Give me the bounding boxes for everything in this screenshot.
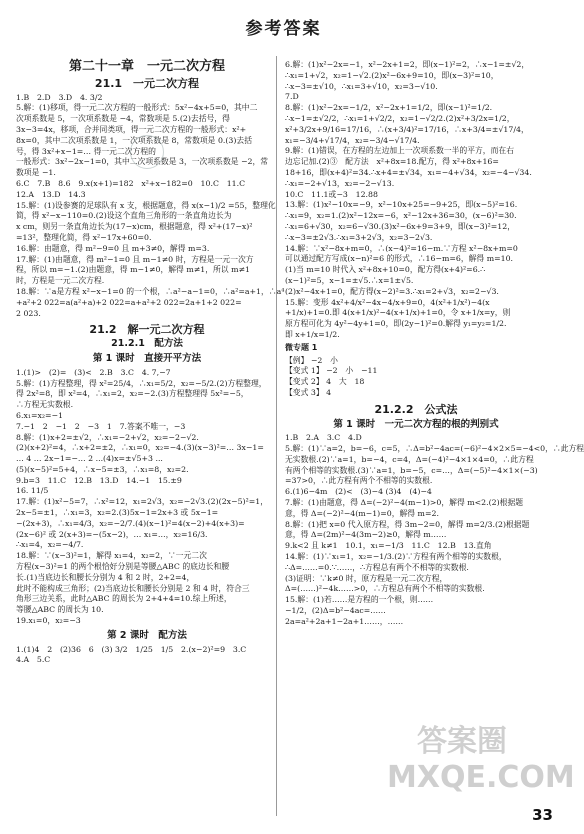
- answer-line: 2 023.: [16, 308, 41, 318]
- answer-line: 数项是 −1.: [16, 168, 56, 178]
- answer-line: ∴方程无实数根.: [16, 400, 74, 410]
- answer-line: 15.解：(1)设参赛的足球队有 x 支，根据题意，得 x(x−1)/2 =55，整理化: [16, 200, 276, 210]
- answer-line: 8x=0，其中二次项系数是 1，一次项系数是 8，常数项是 0.(3)去括: [16, 135, 253, 145]
- answer-line: x₁=−3/4+√17/4，x₂=−3/4−√17/4.: [285, 135, 420, 145]
- answer-line: ∴Δ=……=0.∵……，∴方程总有两个不相等的实数根.: [285, 562, 469, 572]
- page-number: 33: [532, 806, 553, 824]
- answer-line: 次项系数是 5，一次项系数是 −4，常数项是 5.(2)去括号，得: [16, 114, 230, 124]
- answer-line: 1.(1)> (2)= (3)< 2.B 3.C 4. 7,−7: [16, 367, 171, 377]
- answer-line: 长.(1)当底边长和腰长分别为 4 和 2 时，2+2=4，: [16, 572, 195, 582]
- answer-line: ∴x−3=±√10，∴x₁=3+√10，x₂=3−√10.: [285, 81, 438, 91]
- answer-line: (1)当 m=10 时代入 x²+8x+10=0，配方得(x+4)²=6.∴: [285, 265, 486, 275]
- answer-line: 9.k<2 且 k≠1 10.1，x₁=−1/3 11.C 12.B 13.直角: [285, 541, 492, 551]
- answer-line: ∴x−3=±2√3.∴x₁=3+2√3，x₂=3−2√3.: [285, 232, 433, 242]
- answer-line: 14.解：∵x²−8x+m=0，∴(x−4)²=16−m.∵方程 x²−8x+m=0: [285, 243, 518, 253]
- subsection-heading-21-2-2: 21.2.2 公式法: [374, 402, 458, 416]
- answer-line: 5.解：(1)∵a=2，b=−6，c=5，∴Δ=b²−4ac=(−6)²−4×2×5=−4<0，∴此方程: [285, 444, 584, 454]
- answer-line: 9.b=3 11.C 12.B 13.D 14.−1 15.±9: [16, 475, 182, 485]
- answer-line: 5.解：(1)方程整理，得 x²=25/4，∴x₁=5/2，x₂=−5/2.(2)方程整理，: [16, 378, 267, 388]
- answer-line: 9.解：(1)错误，在方程的左边加上一次项系数一半的平方，而在右: [285, 146, 514, 156]
- answer-line: 8.解：(1)x²−2x=−1/2，x²−2x+1=1/2，即(x−1)²=1/2.: [285, 103, 493, 113]
- mini-topic-heading: 微专题 1: [285, 342, 318, 352]
- answer-line: 18+16，即(x+4)²=34.∴x+4=±√34，x₁=−4+√34，x₂=−4−√34.: [285, 167, 532, 177]
- answer-line: (2)x²−4x+1=0，配方得(x−2)²=3.∴x₁=2+√3，x₂=2−√3.: [285, 286, 499, 296]
- answer-line: 方程(x−3)²=1 的两个根恰好分别是等腰△ABC 的底边长和腰: [16, 562, 230, 572]
- section-heading-21-1: 21.1 一元二次方程: [94, 76, 200, 90]
- answer-line: +1/x)+1=0.即 4(x+1/x)²−4(x+1/x)+1=0，令 x+1/x=y，则: [285, 308, 511, 318]
- answer-line: 2x−5=±1，∴x₁=3，x₂=2.(3)5x−1=2x+3 或 5x−1=: [16, 508, 219, 518]
- chapter-heading: 第二十一章 一元二次方程: [68, 59, 225, 74]
- lesson-2-answers: [16, 645, 278, 667]
- answer-line: 角形三边关系，此时△ABC 的周长为 2+4+4=10.综上所述，: [16, 594, 232, 604]
- answer-line: 此时不能构成三角形；(2)当底边长和腰长分别是 2 和 4 时，符合三: [16, 583, 250, 593]
- answer-line: 17.解：(1)由题意，得 m²−1=0 且 m−1≠0 时，方程是一元一次方: [16, 254, 254, 264]
- lesson-heading-2: 第 2 课时 配方法: [107, 629, 187, 641]
- answer-line: (3)证明：∵k≠0 时，原方程是一元二次方程，: [285, 573, 448, 583]
- answer-line: 13.解：(1)x²−10x=−9，x²−10x+25=−9+25，即(x−5)²=16.: [285, 200, 518, 210]
- answer-line: 1.B 2.A 3.C 4.D: [285, 433, 362, 443]
- answer-line: 得 2x²=8，即 x²=4，∴x₁=2，x₂=−2.(3)方程整理得 5x²=−5，: [16, 389, 249, 399]
- answer-line: 简，得 x²−x−110=0.(2)设这个直角三角形的一条直角边长为: [16, 211, 232, 221]
- answer-line: 7.D: [285, 92, 299, 102]
- answer-line: Δ=(……)²−4k……>0，∴方程总有两个不相等的实数根.: [285, 584, 485, 594]
- answer-line: 15.解：变形 4x²+4/x²−4x−4/x+9=0，4(x²+1/x²)−4(x: [285, 297, 490, 307]
- answer-line: 6.(1)6−4m (2)< (3)−4 (3)4 (4)−4: [285, 487, 432, 497]
- answer-line: 18.解：∵(x−3)²=1，解得 x₁=4，x₂=2，∵一元二次: [16, 551, 207, 561]
- watermark-logo: 答案圈 MXQE.COM: [387, 724, 575, 795]
- lesson-heading-3: 第 1 课时 一元二次方程的根的判别式: [333, 418, 499, 430]
- answer-line: 16.解：由题意，得 m²−9=0 且 m+3≠0，解得 m=3.: [16, 243, 210, 253]
- answer-line: 8.解：(1)把 x=0 代入原方程，得 3m−2=0，解得 m=2/3.(2)根据题: [285, 519, 530, 529]
- answer-line: 3x−3=4x，移项，合并同类项，得一元二次方程的一般形式：x²+: [16, 124, 247, 134]
- answer-line: 意，得 Δ=(−2)²−4(m−1)=0，解得 m=2.: [285, 508, 439, 518]
- answer-line: 可以通过配方写成(x−n)²=6 的形式，∴16−m=6，解得 m=10.: [285, 254, 514, 264]
- answer-line: 6.x₁=x₂=−1: [16, 410, 64, 420]
- answer-line: 15.解：(1)若……是方程的一个根，则……: [285, 595, 434, 605]
- answer-line: (2)(x+2)²=4，∴x+2=±2，∴x₁=0，x₂=−4.(3)(x−3)²=… 3x−1=: [16, 443, 264, 453]
- answer-line: 无实数根.(2)∵a=1，b=−4，c=4，Δ=(−4)²−4×1×4=0，∴此方程: [285, 454, 534, 464]
- answer-line: 号，得 3x²+x−1=… 得一元二次方程的: [16, 146, 156, 156]
- answer-line: ∴x₁=6+√30，x₂=6−√30.(3)x²−6x+9=3+9，即(x−3)²=12，: [285, 221, 515, 231]
- answer-line: 边忘记加.(2)③ 配方法 x²+8x=18.配方，得 x²+8x+16=: [285, 157, 499, 167]
- answer-line: 7.−1 2 −1 2 −3 1 7.答案不唯一，−3: [16, 421, 186, 431]
- answer-line: +a²+2 022=a(a²+a)+2 022=a+a²+2 022=2a+1+2 022=: [16, 297, 242, 307]
- answer-line: x²+3/2x+9/16=17/16，∴(x+3/4)²=17/16，∴x+3/4=±√17/4，: [285, 124, 529, 134]
- lesson-heading-1: 第 1 课时 直接开平方法: [92, 352, 202, 364]
- answer-line: 原方程可化为 4y²−4y+1=0，即(2y−1)²=0.解得 y₁=y₂=1/2.: [285, 319, 507, 329]
- answer-line: =37>0，∴此方程有两个不相等的实数根.: [285, 476, 433, 486]
- answer-line: 7.解：(1)由题意，得 Δ=(−2)²−4(m−1)>0，解得 m<2.(2)根据题: [285, 498, 524, 508]
- answer-line: (5)(x−5)²=5+4，∴x−5=±3，∴x₁=8，x₂=2.: [16, 464, 189, 474]
- answer-line: 6.C 7.B 8.6 9.x(x+1)=182 x²+x−182=0 10.C 11.C: [16, 178, 246, 188]
- mini-topic-answers: [285, 356, 547, 399]
- answer-line: ∴x₁=1+√2，x₂=1−√2.(2)x²−6x+9=10，即(x−3)²=10，: [285, 70, 499, 80]
- answer-line: (2x−6)² 或 2(x+3)=−(5x−2)，… x₁=…，x₂=16/3.: [16, 529, 208, 539]
- answer-line: 等腰△ABC 的周长为 10.: [16, 605, 104, 615]
- answer-line: 12.A 13.D 14.3: [16, 189, 86, 199]
- lesson-3-answers: [285, 433, 584, 627]
- answer-line: 17.解：(1)x²−5=7，∴x²=12，x₁=2√3，x₂=−2√3.(2)(2x−5)²=1，: [16, 497, 269, 507]
- answer-line: 意，得 Δ=(2m)²−4(3m−2)≥0，解得 m……: [285, 530, 447, 540]
- answer-line: 时，方程是一元二次方程.: [16, 276, 105, 286]
- answer-line: (x−1)²=5，x−1=±√5.∴x=1±√5.: [285, 275, 414, 285]
- answer-line: 【变式 3】 4: [285, 387, 332, 397]
- right-top-answers: [285, 60, 547, 341]
- answer-line: 19.x₁=0，x₂=−3: [16, 616, 81, 626]
- answer-line: 4.A 5.C: [16, 655, 51, 665]
- section-21-1-answers: [16, 92, 285, 320]
- answer-line: 2a=a²+2a+1−2a+1……，……: [285, 616, 404, 626]
- answer-line: 【变式 1】 −2 小 −11: [285, 366, 378, 376]
- answer-line: 16. 11/5: [16, 486, 49, 496]
- answer-line: =13²，整理化简，得 x²−17x+60=0.: [16, 232, 152, 242]
- answer-line: 8.解：(1)x+2=±√2，∴x₁=−2+√2，x₂=−2−√2.: [16, 432, 199, 442]
- answer-line: 程，所以 m=−1.(2)由题意，得 m−1≠0，解得 m≠1，所以 m≠1: [16, 265, 250, 275]
- page-title: 参考答案: [245, 19, 322, 39]
- answer-line: −(2x+3)，∴x₁=4/3，x₂=−2/7.(4)(x−1)²=4(x−2)+4(x+3)=: [16, 518, 245, 528]
- lesson-1-answers: [16, 368, 278, 627]
- answer-line: 即 x+1/x=1/2.: [285, 329, 340, 339]
- answer-line: ∴x₁=−2+√13，x₂=−2−√13.: [285, 178, 395, 188]
- faint-stamp-mark: [130, 135, 164, 169]
- section-heading-21-2: 21.2 解一元二次方程: [89, 323, 205, 337]
- answer-line: x cm，则另一条直角边长为(17−x)cm，根据题意，得 x²+(17−x)²: [16, 222, 253, 232]
- answer-line: 【变式 2】 4 大 18: [285, 377, 365, 387]
- answer-line: 【例】 −2 小: [285, 355, 338, 365]
- answer-line: 1.B 2.D 3.D 4. 3/2: [16, 92, 103, 102]
- answer-line: 6.解：(1)x²−2x=−1，x²−2x+1=2，即(x−1)²=2，∴x−1=±√2，: [285, 60, 530, 69]
- answer-line: … 4 … 2x−1=−… 2 ...(4)x=±√5+3 ...: [16, 454, 163, 464]
- answer-line: 5.解：(1)移项，得一元二次方程的一般形式：5x²−4x+5=0，其中二: [16, 103, 258, 113]
- answer-line: ∴x₁=9，x₂=1.(2)x²−12x=−6，x²−12x+36=30，(x−6)²=30.: [285, 211, 517, 221]
- answer-line: 一般形式：3x²−2x−1=0，其中二次项系数是 3，一次项系数是 −2，常: [16, 157, 269, 167]
- answer-line: −1/2，(2)Δ=b²−4ac=……: [285, 606, 386, 616]
- answer-line: ∴x₁=4，x₂=−4/7.: [16, 540, 84, 550]
- answer-line: 有两个相等的实数根.(3)∵a=1，b=−5，c=…，Δ=(−5)²−4×1×(−3): [285, 465, 538, 475]
- answer-line: 1.(1)4 2 (2)36 6 (3) 3/2 1/25 1/5 2.(x−2)²=9 3.C: [16, 644, 247, 654]
- answer-line: ∴x−1=±√2/2，∴x₁=1+√2/2，x₂=1−√2/2.(2)x²+3/2x=1/2，: [285, 113, 515, 123]
- answer-line: 18.解：∵a是方程 x²−x−1=0 的一个根，∴a²−a−1=0，∴a²=a+1，∴a⁴: [16, 286, 285, 296]
- subsection-heading-21-2-1: 21.2.1 配方法: [111, 338, 183, 350]
- right-column: [285, 60, 584, 628]
- answer-line: 14.解：(1)∵x₁=1，x₂=−1/3.(2)∵方程有两个相等的实数根，: [285, 552, 507, 562]
- answer-line: 10.C 11.1或−3 12.88: [285, 189, 378, 199]
